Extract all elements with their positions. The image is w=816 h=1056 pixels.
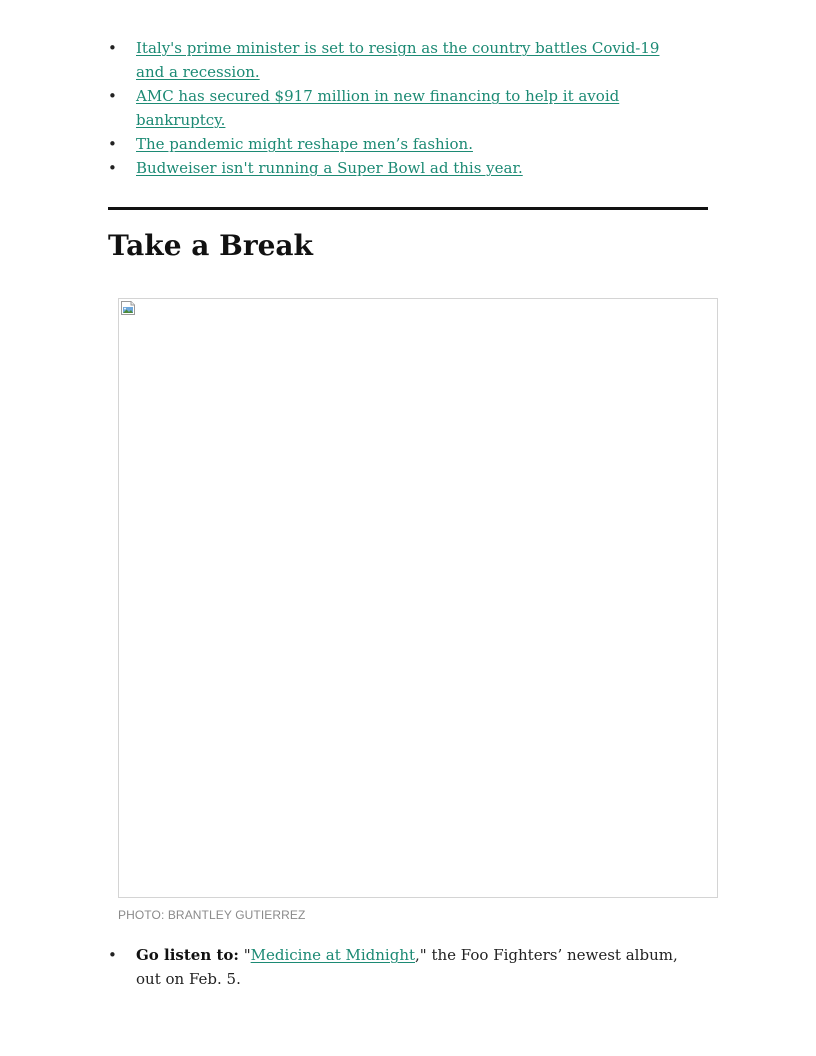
- recommendation-list: [108, 943, 698, 991]
- list-item: [108, 943, 698, 991]
- album-link[interactable]: Medicine at Midnight: [250, 946, 416, 964]
- list-item: [108, 156, 688, 180]
- section-divider: [108, 207, 708, 210]
- bullet: •: [108, 135, 117, 153]
- section-title: Take a Break: [108, 229, 313, 262]
- list-item: [108, 36, 688, 84]
- headline-link-budweiser[interactable]: Budweiser isn't running a Super Bowl ad this year.: [136, 159, 523, 177]
- list-item: [108, 84, 688, 132]
- headline-link-italy[interactable]: Italy's prime minister is set to resign as the country battles Covid-19 and a recession.: [136, 39, 660, 81]
- bullet: •: [108, 159, 117, 177]
- list-item: [108, 132, 688, 156]
- bullet: •: [108, 39, 117, 57]
- recommendation-label: Go listen to:: [136, 946, 239, 964]
- bullet: •: [108, 87, 117, 105]
- photo-credit: PHOTO: BRANTLEY GUTIERREZ: [118, 908, 306, 922]
- broken-image-icon: [120, 300, 136, 316]
- bullet: •: [108, 946, 117, 964]
- photo: [118, 298, 718, 898]
- headline-link-amc[interactable]: AMC has secured $917 million in new financing to help it avoid bankruptcy.: [136, 87, 620, 129]
- open-quote: ": [238, 946, 251, 964]
- headline-list: [108, 36, 688, 180]
- recommendation-text: ," the Foo Fighters’ newest album, out on Feb. 5.: [136, 946, 678, 988]
- headline-link-fashion[interactable]: The pandemic might reshape men’s fashion.: [136, 135, 473, 153]
